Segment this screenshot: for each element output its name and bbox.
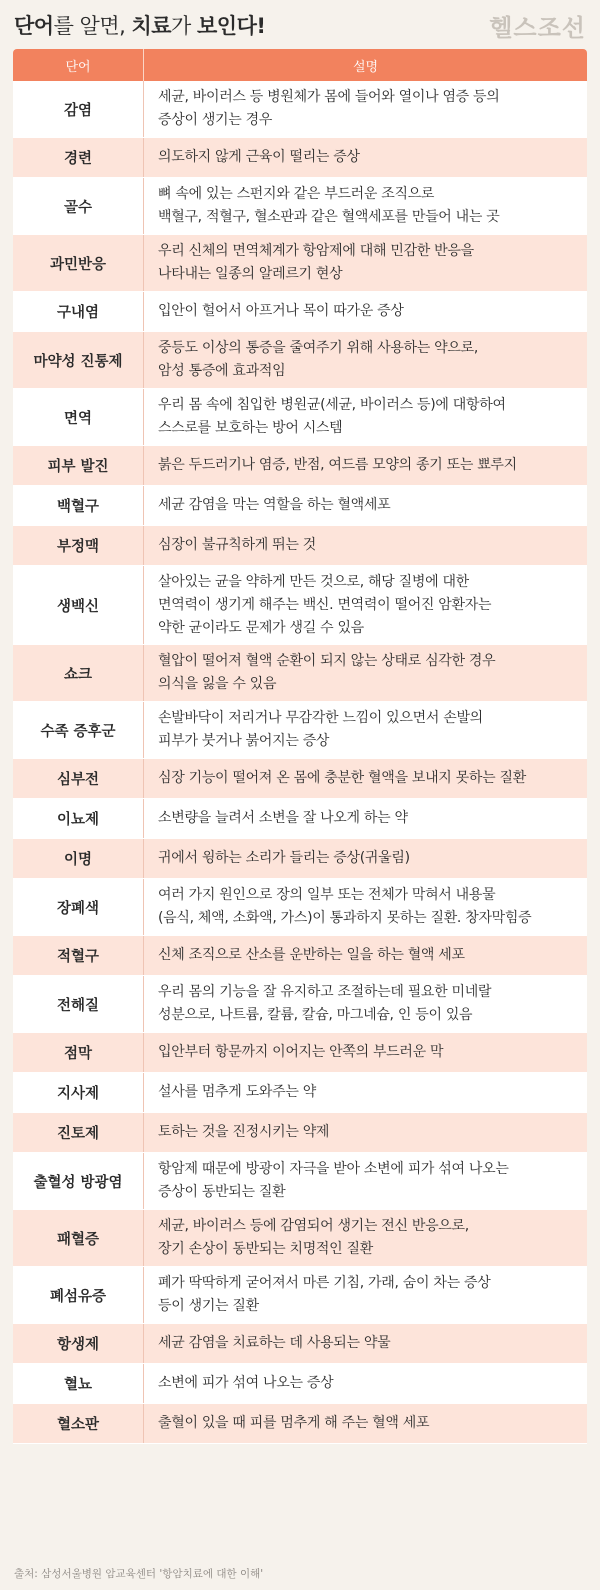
term-cell: 백혈구: [13, 486, 144, 525]
description-line: 증상이 동반되는 질환: [158, 1184, 286, 1200]
term-cell: 이명: [13, 839, 144, 878]
table-row: [13, 1324, 587, 1364]
term-cell: 장폐색: [13, 879, 144, 935]
table-row: [13, 389, 587, 446]
description-line: 폐가 딱딱하게 굳어져서 마른 기침, 가래, 숨이 차는 증상: [158, 1275, 491, 1291]
description-line: 입안부터 항문까지 이어지는 안쪽의 부드러운 막: [158, 1044, 444, 1060]
description-cell: [144, 1113, 587, 1152]
description-cell: [144, 486, 587, 525]
description-line: 우리 신체의 면역체계가 항암제에 대해 민감한 반응을: [158, 243, 474, 259]
description-line: 스스로를 보호하는 방어 시스템: [158, 420, 343, 436]
description-line: 여러 가지 원인으로 장의 일부 또는 전체가 막혀서 내용물: [158, 887, 496, 903]
table-row: [13, 332, 587, 389]
term-cell: 혈소판: [13, 1404, 144, 1443]
description-line: 출혈이 있을 때 피를 멈추게 해 주는 혈액 세포: [158, 1415, 430, 1431]
term-cell: 면역: [13, 389, 144, 445]
term-cell: 심부전: [13, 759, 144, 798]
term-cell: 경련: [13, 138, 144, 177]
table-row: [13, 526, 587, 566]
term-cell: 지사제: [13, 1073, 144, 1112]
table-row: [13, 235, 587, 292]
description-line: 등이 생기는 질환: [158, 1298, 259, 1314]
description-cell: [144, 879, 587, 935]
description-cell: [144, 1404, 587, 1443]
term-cell: 구내염: [13, 292, 144, 331]
table-row: [13, 1073, 587, 1113]
description-line: 백혈구, 적혈구, 혈소판과 같은 혈액세포를 만들어 내는 곳: [158, 209, 500, 225]
description-line: 소변에 피가 섞여 나오는 증상: [158, 1375, 334, 1391]
table-row: [13, 1113, 587, 1153]
description-line: 뼈 속에 있는 스펀지와 같은 부드러운 조직으로: [158, 186, 435, 202]
description-cell: [144, 138, 587, 177]
table-row: [13, 759, 587, 799]
description-line: 암성 통증에 효과적임: [158, 363, 286, 379]
table-row: [13, 839, 587, 879]
description-line: 신체 조직으로 산소를 운반하는 일을 하는 혈액 세포: [158, 947, 465, 963]
description-cell: [144, 389, 587, 445]
term-cell: 수족 증후군: [13, 702, 144, 758]
description-line: 붉은 두드러기나 염증, 반점, 여드름 모양의 종기 또는 뾰루지: [158, 457, 517, 473]
table-row: [13, 702, 587, 759]
description-cell: [144, 702, 587, 758]
glossary-table: [13, 49, 587, 1444]
description-line: 나타내는 일종의 알레르기 현상: [158, 266, 343, 282]
table-body: [13, 81, 587, 1444]
source-caption: 출처: 삼성서울병원 암교육센터 '항암치료에 대한 이해': [14, 1568, 264, 1580]
term-cell: 감염: [13, 81, 144, 137]
description-cell: [144, 292, 587, 331]
term-cell: 과민반응: [13, 235, 144, 291]
description-cell: [144, 839, 587, 878]
description-line: 중등도 이상의 통증을 줄여주기 위해 사용하는 약으로,: [158, 340, 478, 356]
description-line: 우리 몸의 기능을 잘 유지하고 조절하는데 필요한 미네랄: [158, 984, 492, 1000]
description-cell: [144, 759, 587, 798]
table-row: [13, 1210, 587, 1267]
table-row: [13, 81, 587, 138]
description-line: 심장이 불규칙하게 뛰는 것: [158, 537, 316, 553]
description-line: 심장 기능이 떨어져 온 몸에 충분한 혈액을 보내지 못하는 질환: [158, 770, 526, 786]
description-line: 혈압이 떨어져 혈액 순환이 되지 않는 상태로 심각한 경우: [158, 653, 496, 669]
table-header: [13, 49, 587, 81]
description-line: 세균, 바이러스 등 병원체가 몸에 들어와 열이나 염증 등의: [158, 89, 500, 105]
description-cell: [144, 1324, 587, 1363]
term-cell: 이뇨제: [13, 799, 144, 838]
table-row: [13, 879, 587, 936]
description-line: 손발바닥이 저리거나 무감각한 느낌이 있으면서 손발의: [158, 710, 483, 726]
description-line: 성분으로, 나트륨, 칼륨, 칼슘, 마그네슘, 인 등이 있음: [158, 1007, 473, 1023]
description-cell: [144, 178, 587, 234]
description-cell: [144, 1153, 587, 1209]
title-particle: 가: [171, 14, 198, 38]
description-cell: [144, 235, 587, 291]
page-title: [14, 10, 265, 40]
table-row: [13, 292, 587, 332]
description-cell: [144, 566, 587, 644]
description-line: 입안이 헐어서 아프거나 목이 따가운 증상: [158, 303, 404, 319]
description-cell: [144, 332, 587, 388]
term-cell: 생백신: [13, 566, 144, 644]
term-cell: 점막: [13, 1033, 144, 1072]
description-cell: [144, 526, 587, 565]
description-line: 토하는 것을 진정시키는 약제: [158, 1124, 330, 1140]
description-line: 증상이 생기는 경우: [158, 112, 273, 128]
description-line: 우리 몸 속에 침입한 병원균(세균, 바이러스 등)에 대항하여: [158, 397, 506, 413]
column-header-description: 설명: [352, 59, 379, 75]
term-cell: 전해질: [13, 976, 144, 1032]
table-row: [13, 486, 587, 526]
table-row: [13, 976, 587, 1033]
description-cell: [144, 446, 587, 485]
description-line: 의식을 잃을 수 있음: [158, 676, 277, 692]
page-header: [0, 0, 600, 48]
description-cell: [144, 1267, 587, 1323]
description-cell: [144, 799, 587, 838]
description-line: 세균 감염을 치료하는 데 사용되는 약물: [158, 1335, 391, 1351]
term-cell: 골수: [13, 178, 144, 234]
description-line: 살아있는 균을 약하게 만든 것으로, 해당 질병에 대한: [158, 573, 469, 590]
description-line: 소변량을 늘려서 소변을 잘 나오게 하는 약: [158, 810, 408, 826]
term-cell: 마약성 진통제: [13, 332, 144, 388]
description-line: 세균 감염을 막는 역할을 하는 혈액세포: [158, 497, 391, 513]
description-line: 설사를 멈추게 도와주는 약: [158, 1084, 316, 1100]
title-cure: 치료: [131, 14, 172, 38]
brand-logo: 헬스조선: [489, 13, 586, 42]
table-row: [13, 566, 587, 645]
description-line: 장기 손상이 동반되는 치명적인 질환: [158, 1241, 373, 1257]
term-cell: 부정맥: [13, 526, 144, 565]
table-row: [13, 138, 587, 178]
table-row: [13, 1033, 587, 1073]
description-line: 피부가 붓거나 붉어지는 증상: [158, 733, 330, 749]
description-line: 의도하지 않게 근육이 떨리는 증상: [158, 149, 360, 165]
term-cell: 폐섬유증: [13, 1267, 144, 1323]
title-connector: 를 알면,: [53, 14, 132, 38]
table-row: [13, 1404, 587, 1444]
term-cell: 피부 발진: [13, 446, 144, 485]
title-word: 단어: [14, 14, 54, 38]
description-cell: [144, 976, 587, 1032]
description-cell: [144, 81, 587, 137]
description-line: (음식, 체액, 소화액, 가스)이 통과하지 못하는 질환. 창자막힘증: [158, 910, 532, 926]
description-cell: [144, 936, 587, 975]
term-cell: 혈뇨: [13, 1364, 144, 1403]
term-cell: 적혈구: [13, 936, 144, 975]
column-header-term: 단어: [13, 49, 144, 81]
term-cell: 패혈증: [13, 1210, 144, 1266]
term-cell: 항생제: [13, 1324, 144, 1363]
description-line: 세균, 바이러스 등에 감염되어 생기는 전신 반응으로,: [158, 1218, 469, 1234]
description-line: 귀에서 윙하는 소리가 들리는 증상(귀울림): [158, 850, 410, 866]
table-row: [13, 1267, 587, 1324]
description-cell: [144, 1364, 587, 1403]
term-cell: 진토제: [13, 1113, 144, 1152]
description-line: 약한 균이라도 문제가 생길 수 있음: [158, 619, 364, 636]
table-row: [13, 178, 587, 235]
term-cell: 출혈성 방광염: [13, 1153, 144, 1209]
table-row: [13, 799, 587, 839]
description-line: 면역력이 생기게 해주는 백신. 면역력이 떨어진 암환자는: [158, 596, 492, 613]
description-cell: [144, 645, 587, 701]
table-row: [13, 1364, 587, 1404]
table-row: [13, 446, 587, 486]
description-cell: [144, 1210, 587, 1266]
term-cell: 쇼크: [13, 645, 144, 701]
description-line: 항암제 때문에 방광이 자극을 받아 소변에 피가 섞여 나오는: [158, 1161, 509, 1177]
table-row: [13, 645, 587, 702]
description-cell: [144, 1033, 587, 1072]
table-row: [13, 936, 587, 976]
title-ending: 보인다!: [197, 14, 266, 38]
description-cell: [144, 1073, 587, 1112]
table-row: [13, 1153, 587, 1210]
